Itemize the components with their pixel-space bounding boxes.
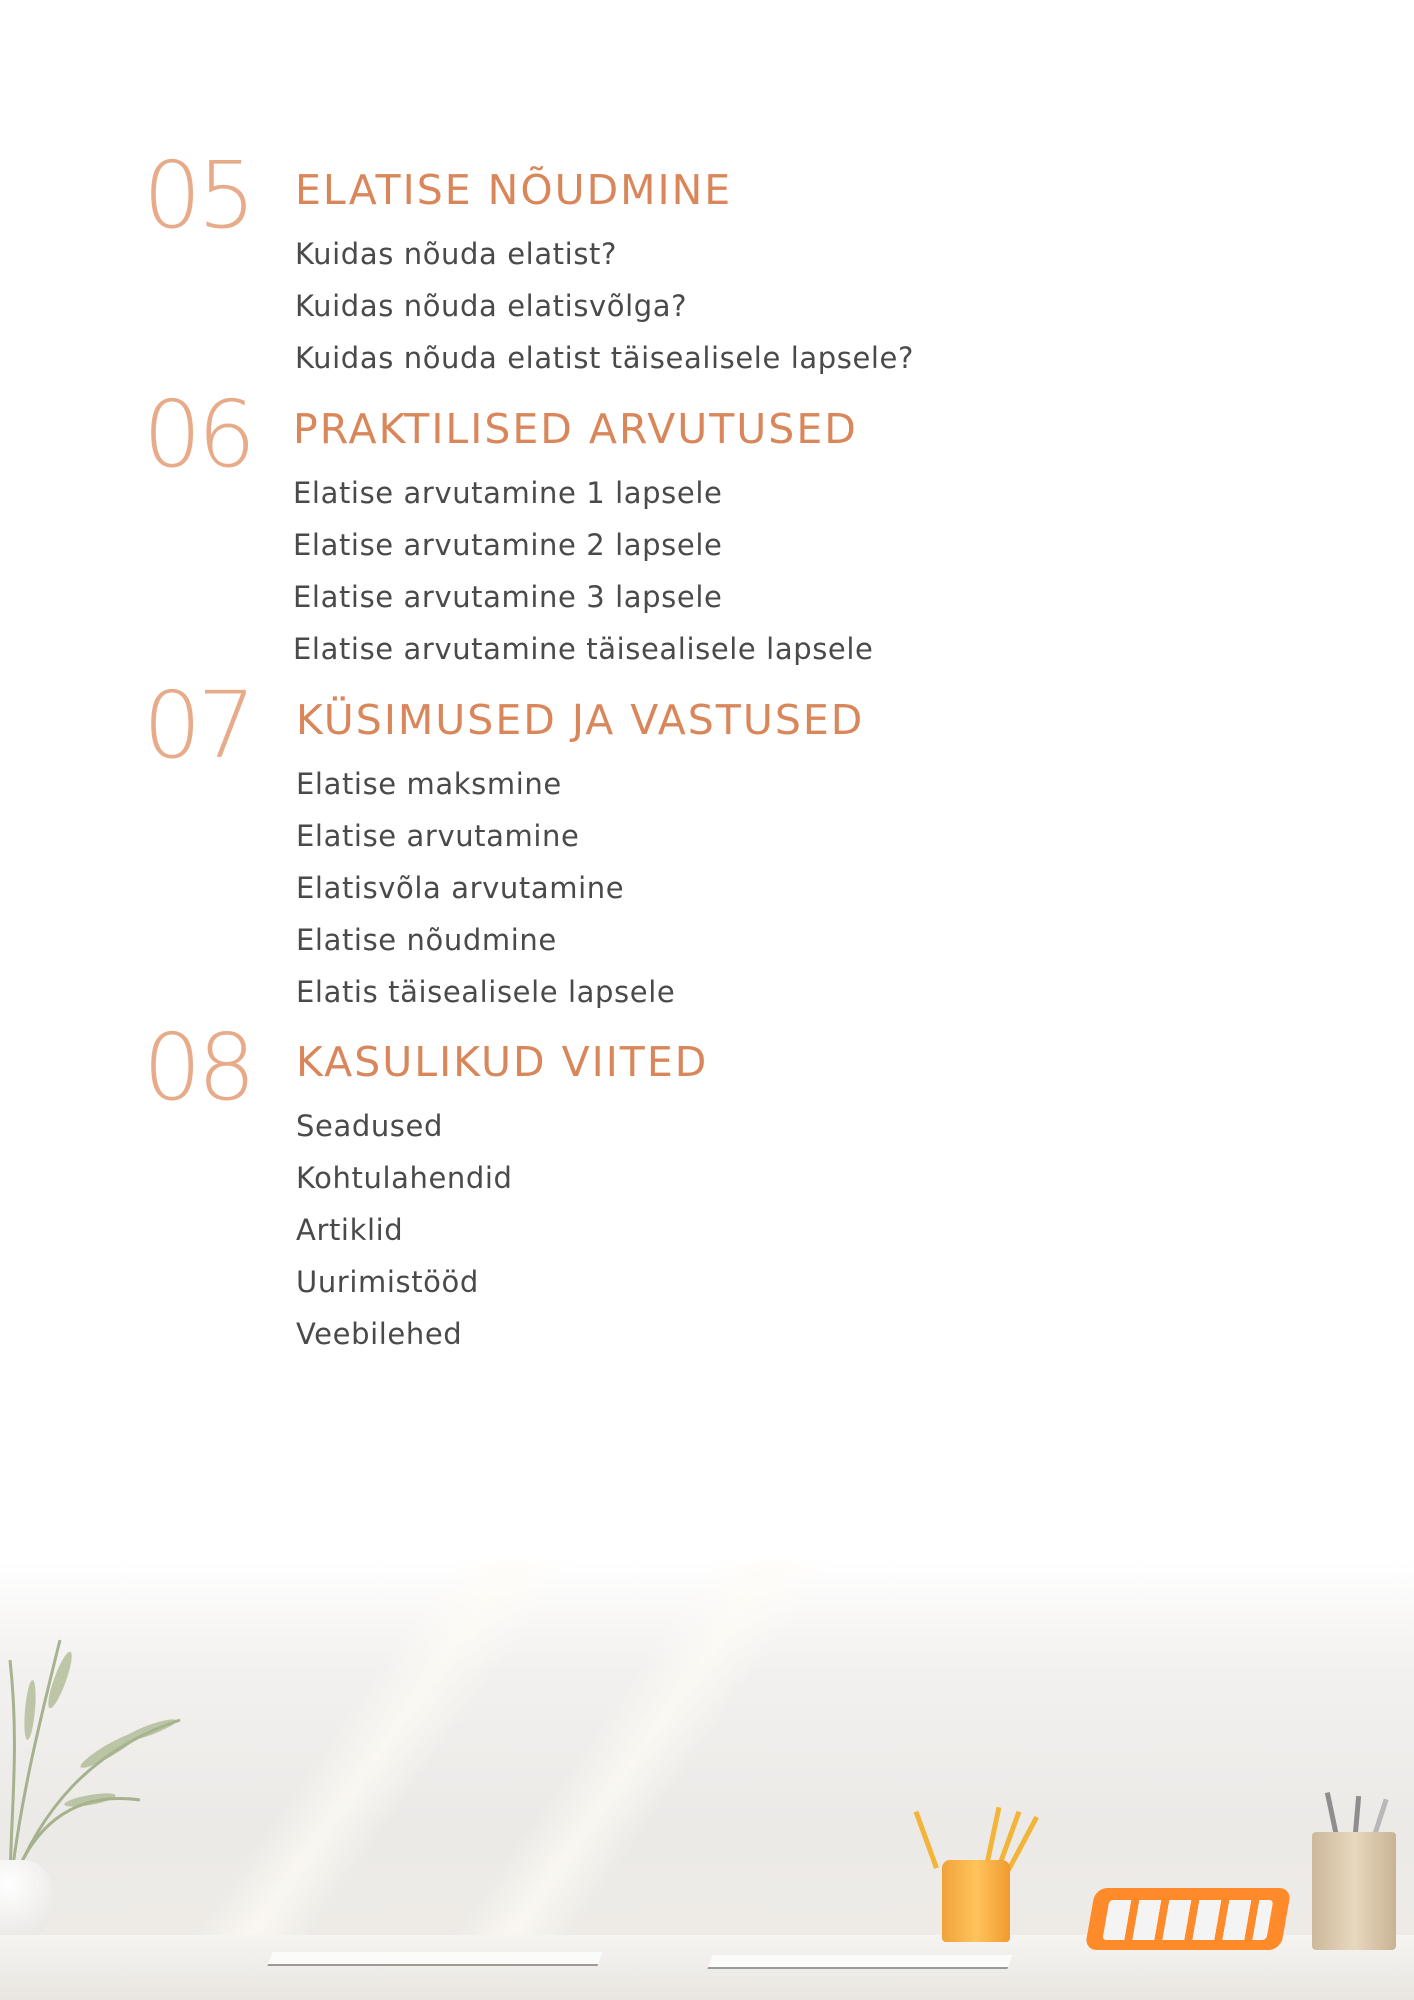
- list-item: Artiklid: [296, 1213, 404, 1247]
- section-items: [293, 467, 873, 675]
- wooden-pen-holder: [1312, 1832, 1396, 1950]
- list-item: Kuidas nõuda elatist?: [295, 237, 617, 271]
- list-item: Kohtulahendid: [296, 1161, 513, 1195]
- section-number: 06: [143, 381, 253, 488]
- section-title: KASULIKUD VIITED: [296, 1038, 709, 1086]
- list-item: Elatise arvutamine: [296, 819, 580, 853]
- notebook: [267, 1952, 602, 1966]
- section-items: [296, 758, 675, 1018]
- list-item: Kuidas nõuda elatisvõlga?: [295, 289, 688, 323]
- section-title: PRAKTILISED ARVUTUSED: [293, 405, 858, 453]
- section-title: ELATISE NÕUDMINE: [295, 166, 733, 214]
- spiral-notebook: [707, 1955, 1012, 1969]
- section-title: KÜSIMUSED JA VASTUSED: [296, 696, 865, 744]
- list-item: Elatise arvutamine täisealisele lapsele: [293, 632, 874, 666]
- list-item: Elatise arvutamine 2 lapsele: [293, 528, 723, 562]
- list-item: Elatisvõla arvutamine: [296, 871, 625, 905]
- list-item: Elatise arvutamine 3 lapsele: [293, 580, 723, 614]
- plant-pot: [0, 1860, 52, 1942]
- section-number: 05: [143, 142, 253, 249]
- list-item: Kuidas nõuda elatist täisealisele lapsele?: [295, 341, 914, 375]
- list-item: Seadused: [296, 1109, 443, 1143]
- pencil-icon: [914, 1811, 939, 1869]
- plant-icon: [0, 1600, 200, 1900]
- list-item: Elatise nõudmine: [296, 923, 557, 957]
- desk-scene-illustration: [0, 1560, 1414, 2000]
- list-item: Elatise maksmine: [296, 767, 562, 801]
- list-item: Elatis täisealisele lapsele: [296, 975, 676, 1009]
- list-item: Uurimistööd: [296, 1265, 479, 1299]
- section-number: 08: [143, 1014, 253, 1121]
- section-items: [296, 1100, 513, 1360]
- section-items: [295, 228, 914, 384]
- pencil-cup: [942, 1860, 1010, 1942]
- calculator-icon: [1085, 1888, 1292, 1950]
- list-item: Elatise arvutamine 1 lapsele: [293, 476, 723, 510]
- section-number: 07: [143, 672, 253, 779]
- list-item: Veebilehed: [296, 1317, 463, 1351]
